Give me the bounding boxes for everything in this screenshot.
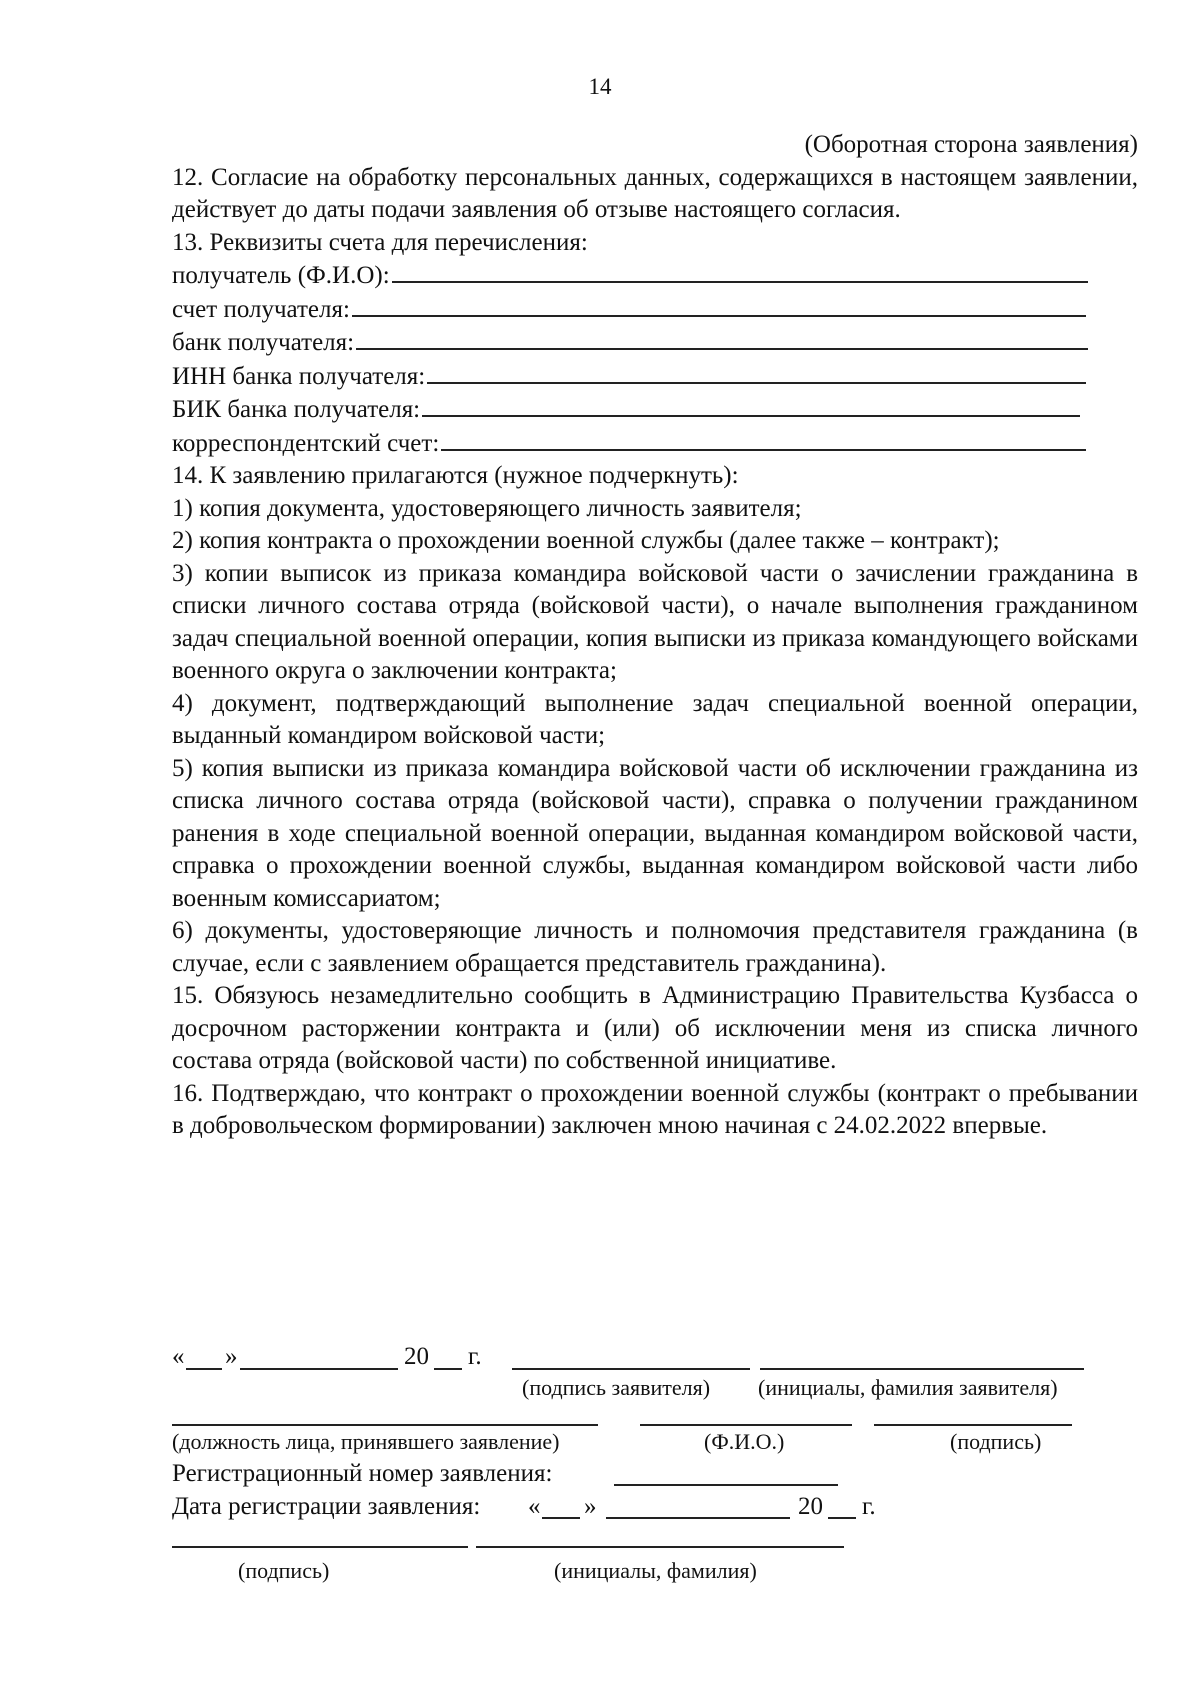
field-account xyxy=(172,293,1138,327)
field-bik-line[interactable] xyxy=(422,393,1080,417)
registrar-name-line[interactable] xyxy=(476,1546,844,1548)
reg-year-suffix: г. xyxy=(862,1493,876,1520)
registrar-signature-caption: (подпись) xyxy=(238,1558,330,1583)
field-recipient xyxy=(172,259,1138,293)
applicant-name-line[interactable] xyxy=(760,1368,1084,1370)
field-bank-label: банк получателя: xyxy=(172,329,355,356)
date-day-line[interactable] xyxy=(186,1368,222,1370)
field-recipient-label: получатель (Ф.И.О): xyxy=(172,262,390,289)
applicant-name-caption: (инициалы, фамилия заявителя) xyxy=(758,1375,1058,1400)
acceptor-signature-line[interactable] xyxy=(874,1424,1072,1426)
attachment-2: 2) копия контракта о прохождении военной службы (далее также – контракт); xyxy=(172,527,1000,554)
field-bank xyxy=(172,326,1138,360)
registrar-name-caption: (инициалы, фамилия) xyxy=(554,1558,757,1583)
item-12: 12. Согласие на обработку персональных данных, содержащихся в настоящем заявлении, действует до даты подачи заявления об отзыве настоящего согласия. xyxy=(172,163,1138,223)
item-15: 15. Обязуюсь незамедлительно сообщить в Администрацию Правительства Кузбасса о досрочном расторжении контракта и (или) об исключении меня из списка личного состава отряда (войсковой части) по собственной инициативе. xyxy=(172,982,1138,1074)
item-14: 14. К заявлению прилагаются (нужное подчеркнуть): xyxy=(172,462,739,489)
date-quote-open: « xyxy=(172,1343,185,1370)
date-quote-close: » xyxy=(225,1343,238,1370)
item-13: 13. Реквизиты счета для перечисления: xyxy=(172,228,588,256)
field-corr-line[interactable] xyxy=(441,427,1086,451)
application-body xyxy=(172,129,1138,1143)
field-bik xyxy=(172,393,1138,427)
reg-month-line[interactable] xyxy=(606,1517,790,1519)
field-bank-line[interactable] xyxy=(356,326,1088,350)
field-account-line[interactable] xyxy=(352,293,1086,317)
registrar-signature-line[interactable] xyxy=(172,1546,468,1548)
date-year-prefix: 20 xyxy=(404,1343,429,1370)
position-caption: (должность лица, принявшего заявление) xyxy=(172,1429,560,1454)
field-corr-label: корреспондентский счет: xyxy=(172,429,440,457)
field-inn xyxy=(172,360,1138,394)
position-line[interactable] xyxy=(172,1424,598,1426)
reg-day-line[interactable] xyxy=(542,1517,580,1519)
date-year-line[interactable] xyxy=(434,1368,462,1370)
field-inn-label: ИНН банка получателя: xyxy=(172,362,426,390)
reg-year-line[interactable] xyxy=(828,1517,856,1519)
date-month-line[interactable] xyxy=(240,1368,398,1370)
page-number: 14 xyxy=(588,74,612,99)
side-note: (Оборотная сторона заявления) xyxy=(804,131,1138,158)
acceptor-fio-line[interactable] xyxy=(640,1424,852,1426)
applicant-signature-caption: (подпись заявителя) xyxy=(522,1375,711,1400)
acceptor-fio-caption: (Ф.И.О.) xyxy=(704,1429,785,1454)
reg-quote-open: « xyxy=(528,1493,541,1520)
attachment-6: 6) документы, удостоверяющие личность и полномочия представителя гражданина (в случае, если с заявлением обращается представитель гражданина). xyxy=(172,917,1138,977)
field-recipient-line[interactable] xyxy=(392,259,1088,283)
reg-year-prefix: 20 xyxy=(798,1493,823,1520)
date-year-suffix: г. xyxy=(468,1343,482,1370)
registration-date-label: Дата регистрации заявления: xyxy=(172,1493,481,1520)
applicant-signature-line[interactable] xyxy=(512,1368,750,1370)
field-corr xyxy=(172,427,1138,461)
attachment-1: 1) копия документа, удостоверяющего личность заявителя; xyxy=(172,494,802,522)
field-account-label: счет получателя: xyxy=(172,295,350,323)
attachment-3: 3) копии выписок из приказа командира войсковой части о зачислении гражданина в списки личного состава отряда (войсковой части), о начале выполнения гражданином задач специальной военной операции, копия выписки из приказа командующего войсками военного округа о заключении контракта; xyxy=(172,559,1138,684)
registration-number-label: Регистрационный номер заявления: xyxy=(172,1460,553,1487)
field-bik-label: БИК банка получателя: xyxy=(172,396,421,423)
field-inn-line[interactable] xyxy=(427,360,1086,384)
attachment-4: 4) документ, подтверждающий выполнение задач специальной военной операции, выданный командиром войсковой части; xyxy=(172,689,1138,749)
registration-number-line[interactable] xyxy=(614,1484,838,1486)
attachment-5: 5) копия выписки из приказа командира войсковой части об исключении гражданина из списка личного состава отряда (войсковой части), справка о получении гражданином ранения в ходе специальной военной операции, выданная командиром войсковой части, справка о прохождении военной службы, выданная командиром войсковой части либо военным комиссариатом; xyxy=(172,754,1138,912)
reg-quote-close: » xyxy=(584,1493,597,1520)
item-16: 16. Подтверждаю, что контракт о прохождении военной службы (контракт о пребывании в добровольческом формировании) заключен мною начиная с 24.02.2022 впервые. xyxy=(172,1079,1138,1139)
acceptor-signature-caption: (подпись) xyxy=(950,1429,1042,1454)
